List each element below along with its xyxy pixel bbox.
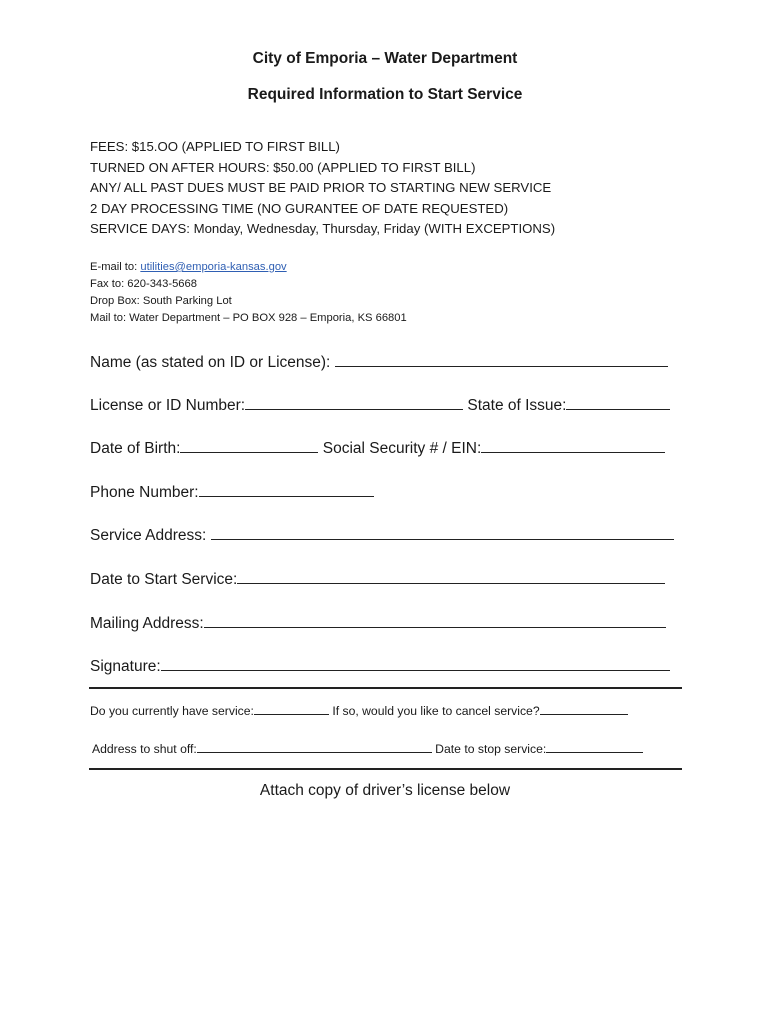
shutoff-address-field[interactable] xyxy=(197,740,432,753)
dob-field[interactable] xyxy=(180,437,318,453)
state-of-issue-field[interactable] xyxy=(566,394,670,410)
service-address-field[interactable] xyxy=(211,524,674,540)
cancel-service-field[interactable] xyxy=(540,702,628,715)
stop-date-field[interactable] xyxy=(546,740,643,753)
phone-row xyxy=(90,481,374,502)
shutoff-address-label: Address to shut off: xyxy=(92,742,197,756)
dob-row xyxy=(90,437,665,458)
fee-line: SERVICE DAYS: Monday, Wednesday, Thursday, Friday (WITH EXCEPTIONS) xyxy=(90,221,556,236)
section-divider-top xyxy=(89,687,682,689)
cancel-question-label: If so, would you like to cancel service? xyxy=(328,704,540,718)
ssn-field[interactable] xyxy=(481,437,665,453)
stop-date-label: Date to stop service: xyxy=(431,742,547,756)
mailing-address-row xyxy=(90,612,666,633)
fee-line: FEES: $15.OO (APPLIED TO FIRST BILL) xyxy=(90,139,340,154)
fees-section xyxy=(90,137,555,240)
drop-box-line: Drop Box: South Parking Lot xyxy=(90,295,232,307)
service-address-row xyxy=(90,524,674,545)
attach-instruction: Attach copy of driver’s license below xyxy=(259,782,511,799)
signature-row xyxy=(90,655,670,676)
mailing-address-label: Mailing Address: xyxy=(90,615,204,632)
fee-line: TURNED ON AFTER HOURS: $50.00 (APPLIED TO FIRST BILL) xyxy=(90,159,476,175)
start-date-field[interactable] xyxy=(237,568,665,584)
current-service-row xyxy=(90,702,628,718)
contact-section xyxy=(90,259,407,327)
fee-line: 2 DAY PROCESSING TIME (NO GURANTEE OF DATE REQUESTED) xyxy=(90,200,509,216)
service-address-label: Service Address: xyxy=(90,527,211,544)
name-label: Name (as stated on ID or License): xyxy=(90,354,335,371)
name-field[interactable] xyxy=(335,351,668,367)
signature-field[interactable] xyxy=(161,655,670,671)
mailing-address-field[interactable] xyxy=(204,612,666,628)
current-service-field[interactable] xyxy=(254,702,329,715)
form-subtitle: Required Information to Start Service xyxy=(247,86,523,103)
shutoff-row xyxy=(92,740,643,756)
email-label: E-mail to: xyxy=(90,261,141,273)
email-line xyxy=(90,259,407,276)
start-date-label: Date to Start Service: xyxy=(90,571,238,588)
signature-label: Signature: xyxy=(90,658,161,675)
section-divider-bottom xyxy=(89,768,682,770)
ssn-label: Social Security # / EIN: xyxy=(318,440,482,457)
name-row xyxy=(90,351,668,372)
email-link[interactable]: utilities@emporia-kansas.gov xyxy=(140,261,287,273)
license-number-field[interactable] xyxy=(245,394,463,410)
license-label: License or ID Number: xyxy=(90,397,246,414)
form-title: City of Emporia – Water Department xyxy=(252,50,518,67)
start-date-row xyxy=(90,568,665,589)
fee-line: ANY/ ALL PAST DUES MUST BE PAID PRIOR TO STARTING NEW SERVICE xyxy=(90,180,552,195)
state-label: State of Issue: xyxy=(463,397,567,414)
fax-line: Fax to: 620-343-5668 xyxy=(90,278,197,290)
current-service-label: Do you currently have service: xyxy=(90,704,254,718)
phone-field[interactable] xyxy=(199,481,374,497)
license-row xyxy=(90,394,670,415)
phone-label: Phone Number: xyxy=(90,484,199,501)
mail-line: Mail to: Water Department – PO BOX 928 – Emporia, KS 66801 xyxy=(90,312,407,324)
dob-label: Date of Birth: xyxy=(90,440,181,457)
